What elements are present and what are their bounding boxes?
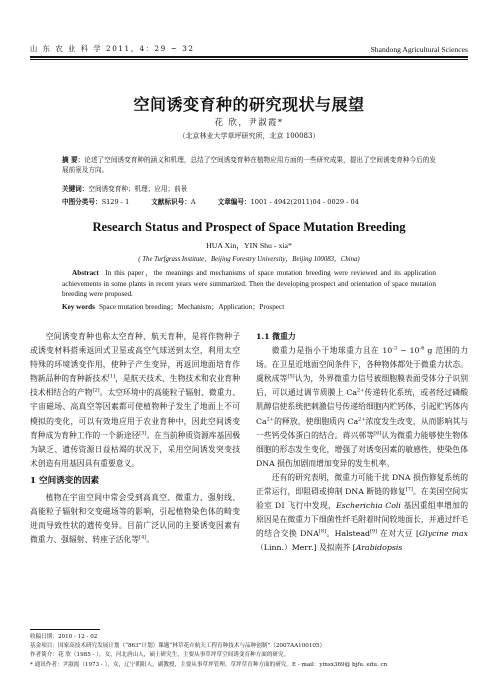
abstract-cn-text: 论述了空间诱变育种的涵义和机理，总结了空间诱变育种在植物应用方面的一些研究成果，提出了空间诱变育种今后的发展前景及方向。 bbox=[62, 156, 437, 175]
journal-citation: 山 东 农 业 科 学 2011，4：29 ~ 32 bbox=[30, 44, 195, 53]
body-column-left bbox=[30, 330, 240, 547]
keywords-cn-text: 空间诱变育种；机理；应用；前景 bbox=[88, 185, 188, 193]
section-heading-1: 1 空间诱变的因素 bbox=[30, 475, 100, 486]
body-column-right bbox=[256, 330, 468, 556]
affiliation-en: ( The Turfgrass Institute，Beijing Forestry University，Beijing 100083，China) bbox=[138, 256, 360, 263]
section1-paragraph: 植物在宇宙空间中常会受到高真空、微重力、强射线、高能粒子辐射和交变磁场等的影响，引起植物染色体的畸变进而导致性状的遗传变异。目前广泛认同的主要诱变因素有微重力、强辐射、转座子活化等[4]。 bbox=[30, 493, 240, 545]
title-cn: 空间诱变育种的研究现状与展望 bbox=[133, 95, 365, 114]
abstract-en-text: In this paper，the meanings and mechanisms of space mutation breeding were reviewed and its application achievements in some plants in recent years were summarized. Then the developing prospect and orientation of space mutation breeding were proposed. bbox=[62, 269, 437, 299]
footnote-received: 收稿日期：2010 - 12 - 02 bbox=[30, 634, 98, 640]
affiliation-cn: （北京林业大学草坪研究所，北京 100083） bbox=[178, 132, 320, 140]
abstract-en-label: Abstract bbox=[72, 269, 99, 277]
keywords-en-label: Key words bbox=[62, 303, 95, 311]
footnote-fund: 基金项目：国家高技术研究发展计划（“863”计划）课题“林草花卉航天工程育种技术与品种创制”（2007AA100105） bbox=[30, 643, 326, 650]
authors-cn: 花 欣，尹淑霞* bbox=[214, 117, 284, 127]
classification-line bbox=[62, 196, 436, 206]
authors-en: HUA Xin，YIN Shu - xia* bbox=[206, 241, 292, 250]
header-rule-thick bbox=[30, 56, 468, 58]
title-en: Research Status and Prospect of Space Mutation Breeding bbox=[92, 220, 406, 234]
footnotes bbox=[30, 633, 468, 670]
footnote-corresponding: * 通讯作者：尹淑霞（1973 - ），女，辽宁朝阳人，副教授，主要从事草坪管理、草坪草育种方面的研究。E - mail：yinsx369@ bjfu. edu. cn bbox=[30, 661, 388, 668]
document-code: 文献标识号：A bbox=[151, 198, 196, 206]
running-header bbox=[30, 42, 468, 54]
header-rule-thin bbox=[30, 59, 468, 60]
abstract-en bbox=[62, 268, 436, 300]
microgravity-paragraph-2: 还有的研究表明，微重力可能干扰 DNA 损伤修复系统的正常运行，即阻碍或抑制 DNA 断链的修复[7]。在美国空间实验室 DⅠ 飞行中发现，Escherichia Coli 基因重组率增加的原因是在微重力下细菌性纤毛附着时间较地面长，并通过纤毛的结合交换 DNA[8]。Halstead[9] 在对大豆 [Glycine max（Linn.）Merr.] 及拟南芥 [Arabidopsis bbox=[256, 472, 469, 553]
footnote-author: 作者简介：花 欣（1985 - ），女，河北唐山人，硕士研究生，主要从事草坪草空间诱变育种方面的研究。 bbox=[30, 652, 290, 659]
keywords-cn-label: 关键词： bbox=[62, 185, 89, 193]
clc-number: 中图分类号：S129 - 1 bbox=[62, 198, 130, 206]
microgravity-paragraph-1: 微重力是指小于地球重力且在 $10^{-3}$ ~ $10^{-6}$ g 范围的力场。在卫星近地面空间条件下，各种物体都处于微重力状态。虞秋成等[5]认为，外界微重力信号被细胞膜表面受体分子识别后，可以通过调节质膜上 $Ca^{2+}$传递转化系统，或者经过磷酸肌醇信使系统把刺激信号传递给细胞内贮钙体，引起贮钙体内 $Ca^{2+}$的释放，使细胞质内 $Ca^{2+}$浓度发生改变，从而影响其与一些钙受体蛋白的结合。蒋兴邨等[6]认为微重力能够使生物体细胞的形态发生变化，增强了对诱变因素的敏感性，使染色体 DNA 损伤加剧而增加变异的发生机率。 bbox=[256, 345, 469, 468]
abstract-cn-label: 摘 要： bbox=[62, 156, 85, 164]
article-number: 文章编号：1001 - 4942(2011)04 - 0029 - 04 bbox=[217, 198, 359, 206]
intro-paragraph: 空间诱变育种也称太空育种、航天育种，是将作物种子或诱变材料搭乘返回式卫星或高空气球送到太空，利用太空特殊的环境诱变作用，使种子产生变异，再返回地面培育作物新品种的育种新技术[1]，是航天技术、生物技术和农业育种技术相结合的产物[2]。太空环境中的高能粒子辐射、微重力、宇宙磁场、高真空等因素都可使植物种子发生了地面上不可模拟的变化，可以有效地应用于农业育种中，因此空间诱变育种成为育种工作的一个新途径[3]。在当前种质资源库基因极为缺乏、遗传资源日益枯竭的状况下，采用空间诱发突变技术创造有用基因具有重要意义。 bbox=[30, 332, 241, 468]
keywords-en bbox=[62, 302, 436, 312]
keywords-en-text: Space mutation breeding；Mechanism；Application；Prospect bbox=[98, 303, 285, 311]
journal-name-en: Shandong Agricultural Sciences bbox=[370, 45, 468, 54]
keywords-cn bbox=[62, 183, 436, 193]
footnote-rule bbox=[30, 629, 100, 630]
abstract-cn bbox=[62, 155, 436, 175]
subsection-heading-1-1: 1.1 微重力 bbox=[256, 332, 296, 341]
